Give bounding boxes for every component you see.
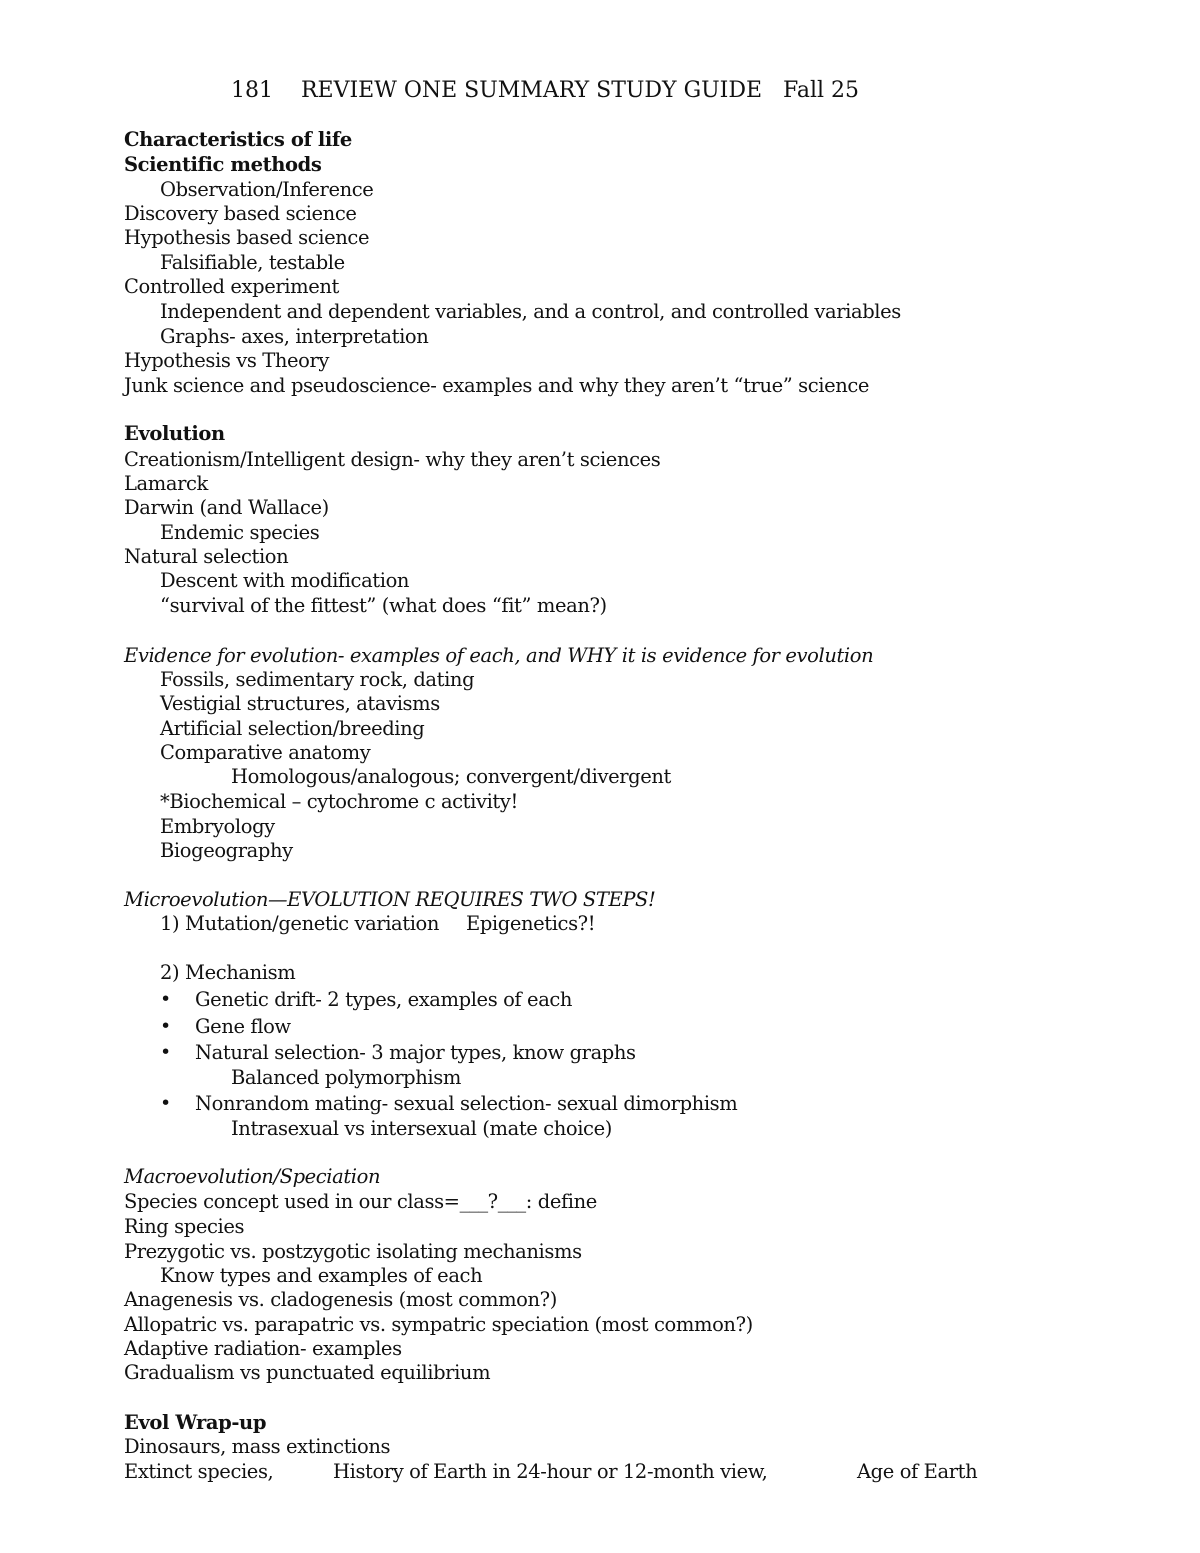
list-item: History of Earth in 24-hour or 12-month view, bbox=[333, 1460, 768, 1483]
heading-evol-wrap-up: Evol Wrap-up bbox=[124, 1411, 267, 1434]
list-item: Controlled experiment bbox=[124, 275, 339, 298]
list-item: 2) Mechanism bbox=[160, 961, 296, 984]
list-item: Descent with modification bbox=[160, 569, 410, 592]
list-item: Endemic species bbox=[160, 521, 320, 544]
heading-macroevolution: Macroevolution/Speciation bbox=[124, 1165, 381, 1188]
list-item: Natural selection bbox=[124, 545, 289, 568]
list-item: Junk science and pseudoscience- examples and why they aren’t “true” science bbox=[124, 374, 870, 397]
list-item: Vestigial structures, atavisms bbox=[160, 692, 440, 715]
heading-scientific-methods: Scientific methods bbox=[124, 153, 322, 176]
list-item: Intrasexual vs intersexual (mate choice) bbox=[231, 1117, 612, 1140]
list-item: Observation/Inference bbox=[160, 178, 374, 201]
list-item: Nonrandom mating- sexual selection- sexual dimorphism bbox=[195, 1092, 738, 1115]
list-item: Species concept used in our class=___?___: define bbox=[124, 1190, 597, 1213]
list-item: Genetic drift- 2 types, examples of each bbox=[195, 988, 573, 1011]
list-item: Graphs- axes, interpretation bbox=[160, 325, 429, 348]
list-item: Prezygotic vs. postzygotic isolating mechanisms bbox=[124, 1240, 582, 1263]
bullet-icon: • bbox=[160, 1092, 172, 1114]
list-item: Extinct species, bbox=[124, 1460, 274, 1483]
list-item: Know types and examples of each bbox=[160, 1264, 483, 1287]
list-item: Falsifiable, testable bbox=[160, 251, 345, 274]
list-item: Artificial selection/breeding bbox=[160, 717, 425, 740]
list-item: Comparative anatomy bbox=[160, 741, 371, 764]
list-item: Gene flow bbox=[195, 1015, 291, 1038]
list-item: Fossils, sedimentary rock, dating bbox=[160, 668, 475, 691]
list-item: 1) Mutation/genetic variation bbox=[160, 912, 440, 935]
bullet-icon: • bbox=[160, 1015, 172, 1037]
list-item: Homologous/analogous; convergent/divergent bbox=[231, 765, 671, 788]
list-item: Ring species bbox=[124, 1215, 245, 1238]
list-item: Age of Earth bbox=[857, 1460, 978, 1483]
list-item: Epigenetics?! bbox=[466, 912, 596, 935]
list-item: Natural selection- 3 major types, know graphs bbox=[195, 1041, 636, 1064]
list-item: Independent and dependent variables, and a control, and controlled variables bbox=[160, 300, 901, 323]
list-item: “survival of the fittest” (what does “fit” mean?) bbox=[160, 594, 607, 617]
list-item: Hypothesis vs Theory bbox=[124, 349, 330, 372]
list-item: Biogeography bbox=[160, 839, 293, 862]
heading-microevolution: Microevolution—EVOLUTION REQUIRES TWO STEPS! bbox=[124, 888, 656, 911]
list-item: Hypothesis based science bbox=[124, 226, 370, 249]
heading-evidence: Evidence for evolution- examples of each, and WHY it is evidence for evolution bbox=[124, 644, 874, 667]
list-item: Creationism/Intelligent design- why they aren’t sciences bbox=[124, 448, 661, 471]
list-item: Balanced polymorphism bbox=[231, 1066, 461, 1089]
heading-characteristics: Characteristics of life bbox=[124, 128, 352, 151]
page-title: 181 REVIEW ONE SUMMARY STUDY GUIDE Fall 25 bbox=[231, 78, 859, 103]
bullet-icon: • bbox=[160, 988, 172, 1010]
bullet-icon: • bbox=[160, 1041, 172, 1063]
list-item: Allopatric vs. parapatric vs. sympatric speciation (most common?) bbox=[124, 1313, 753, 1336]
list-item: Anagenesis vs. cladogenesis (most common?) bbox=[124, 1288, 557, 1311]
list-item: Dinosaurs, mass extinctions bbox=[124, 1435, 391, 1458]
list-item: Gradualism vs punctuated equilibrium bbox=[124, 1361, 491, 1384]
list-item: *Biochemical – cytochrome c activity! bbox=[160, 790, 518, 813]
list-item: Embryology bbox=[160, 815, 275, 838]
list-item: Discovery based science bbox=[124, 202, 357, 225]
heading-evolution: Evolution bbox=[124, 422, 225, 445]
list-item: Lamarck bbox=[124, 472, 208, 495]
list-item: Darwin (and Wallace) bbox=[124, 496, 329, 519]
list-item: Adaptive radiation- examples bbox=[124, 1337, 402, 1360]
